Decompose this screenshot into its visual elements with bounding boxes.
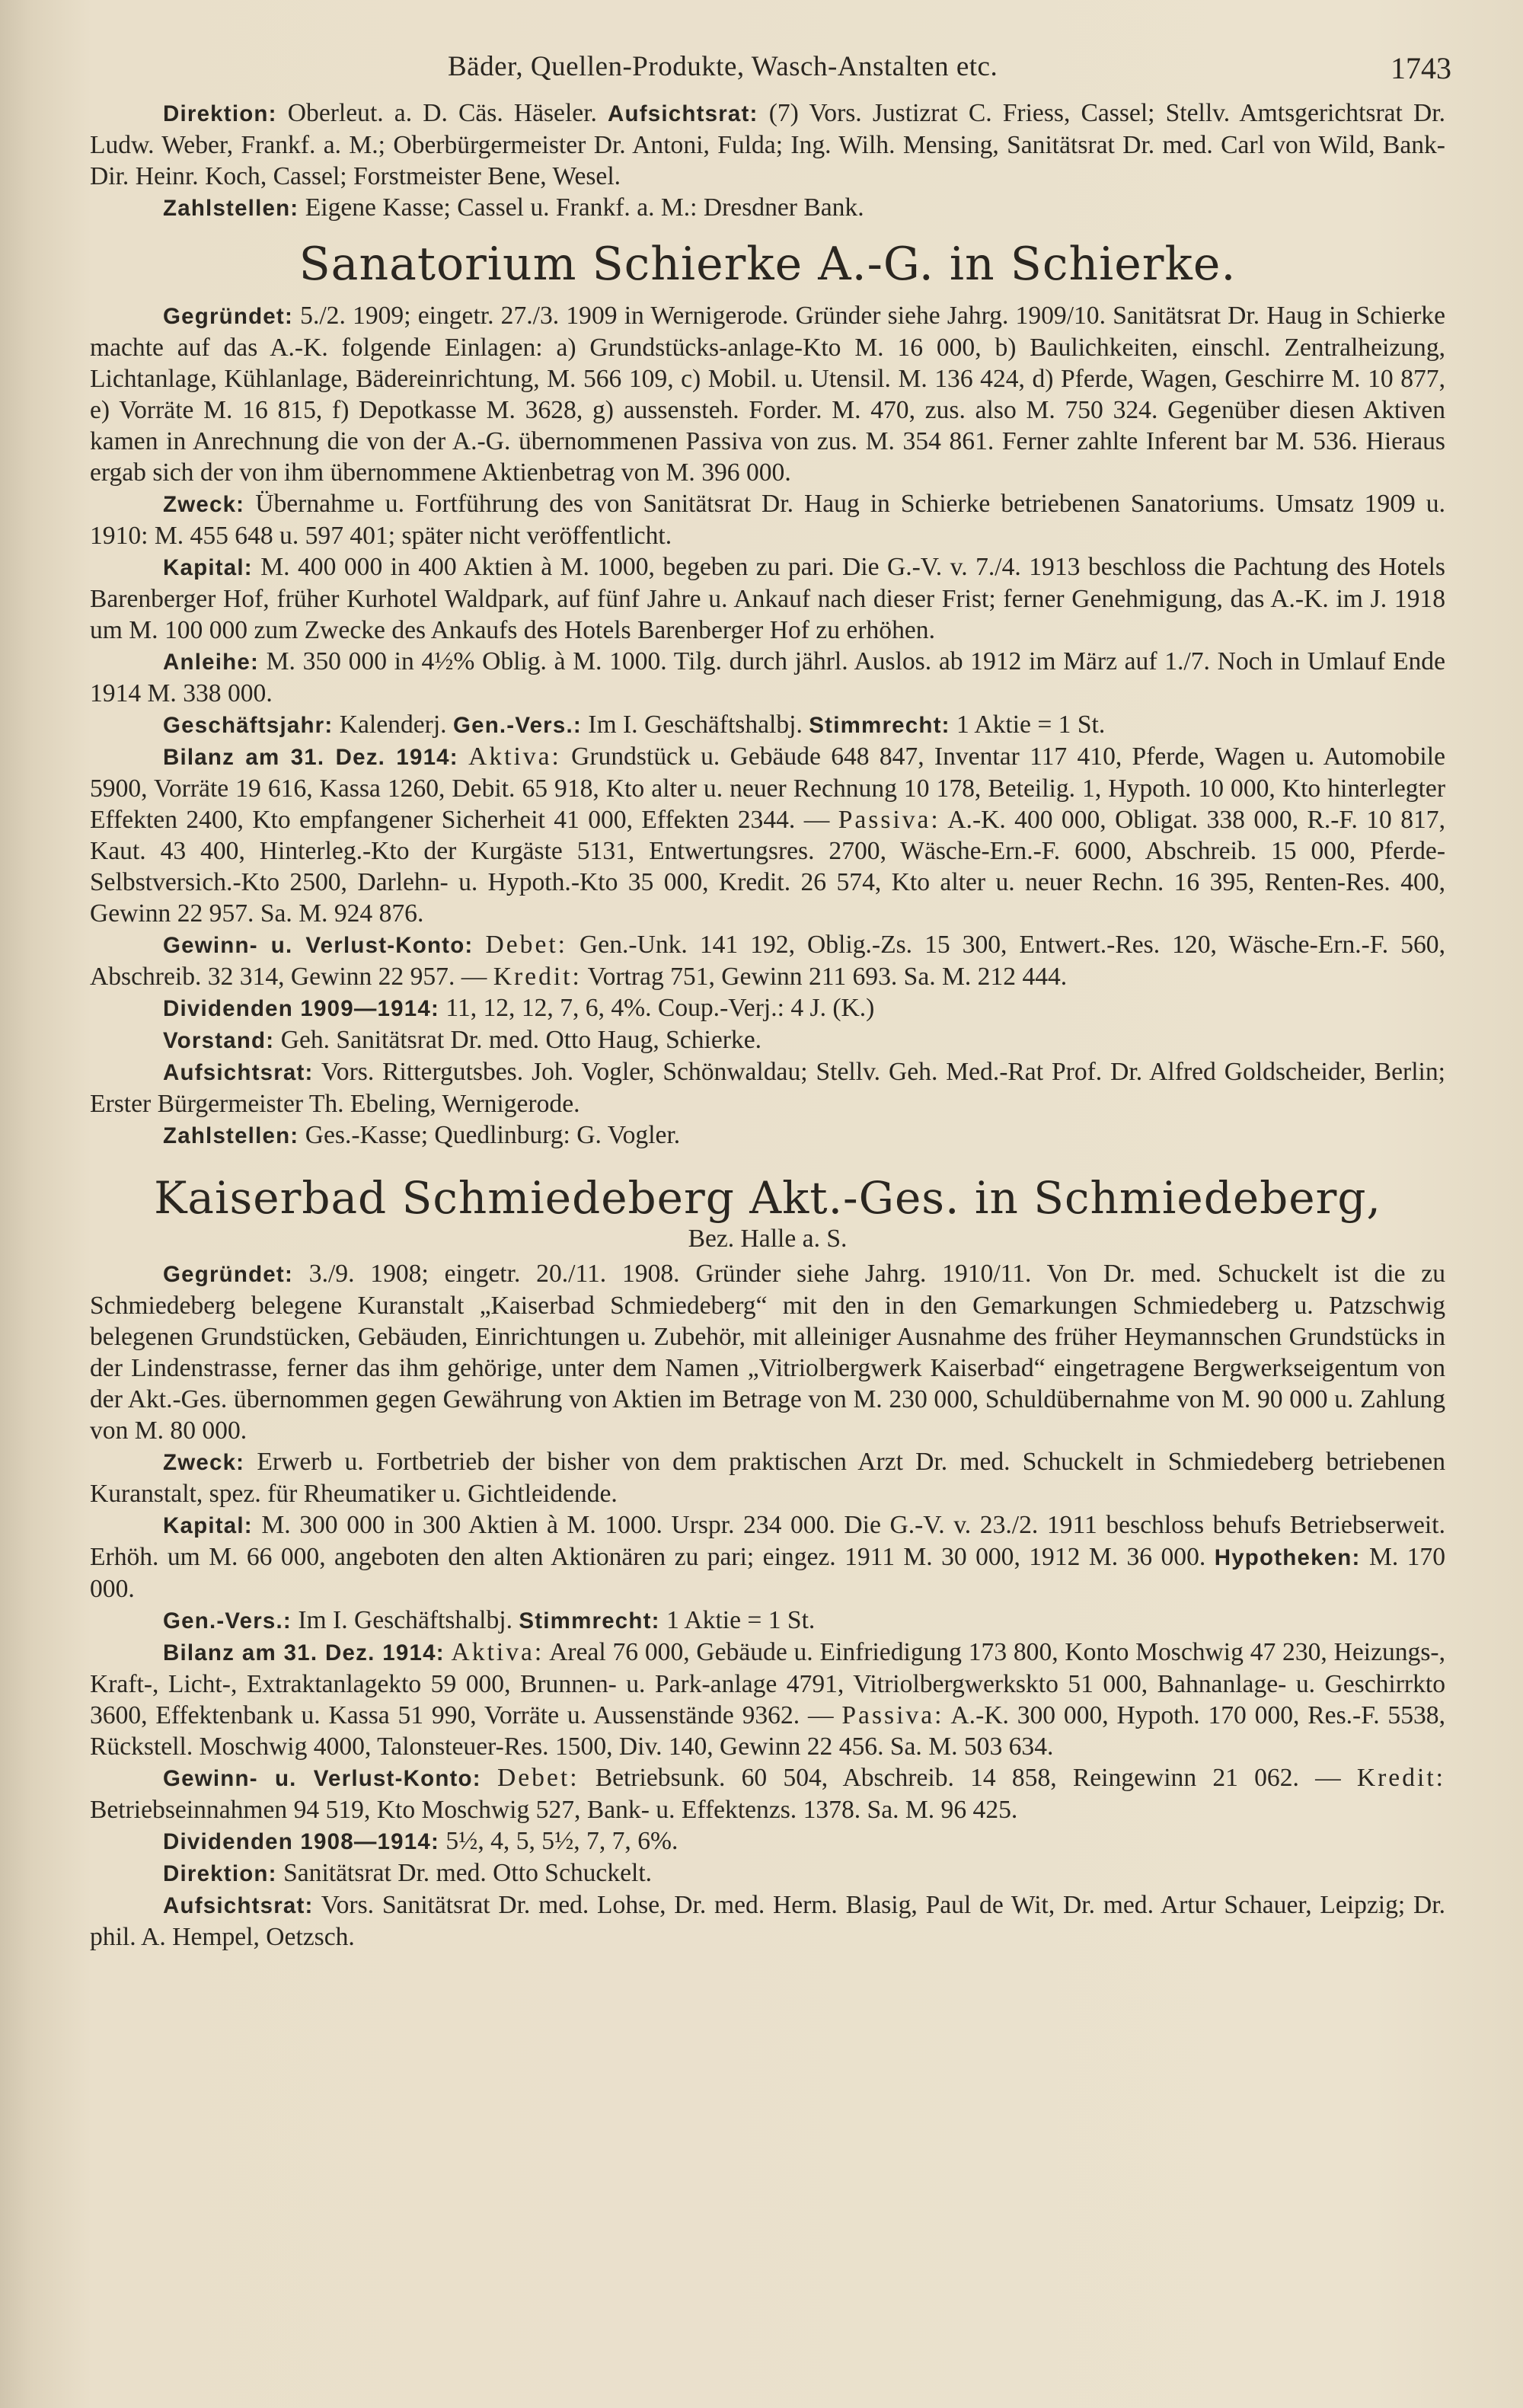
zweck-label: Zweck:: [163, 1450, 245, 1475]
geschaeftsjahr-paragraph: [90, 709, 1445, 741]
aufsichtsrat-label: Aufsichtsrat:: [163, 1893, 314, 1918]
geschaeftsjahr-text: Kalenderj.: [333, 711, 453, 739]
genvers-paragraph: [90, 1605, 1445, 1637]
dividenden-paragraph: [90, 992, 1445, 1024]
genvers-label: Gen.-Vers.:: [163, 1608, 292, 1634]
direktion-paragraph: [90, 97, 1445, 192]
direktion-label: Direktion:: [163, 1861, 277, 1886]
guv-kredit: Vortrag 751, Gewinn 211 693. Sa. M. 212 444.: [581, 963, 1068, 991]
direktion-text: Sanitätsrat Dr. med. Otto Schuckelt.: [276, 1859, 653, 1887]
bilanz-aktiva: Grundstück u. Gebäude 648 847, Inventar 117 410, Pferde, Wagen u. Automobile 5900, Vorräte 19 616, Kassa 1260, Debit. 65 918, Kto alter u. neuer Rechnung 10 178, Beteilig. 1, Hypoth. 10 000, Kto hinterlegter Effekten 2400, Kto empfangener Sicherheit 41 000, Effekten 2344. —: [90, 743, 1445, 834]
dividenden-text: 5½, 4, 5, 5½, 7, 7, 6%.: [439, 1827, 678, 1855]
stimmrecht-label: Stimmrecht:: [809, 713, 950, 738]
direktion-paragraph: [90, 1857, 1445, 1889]
zahlstellen-label: Zahlstellen:: [163, 1123, 299, 1148]
company-location: Bez. Halle a. S.: [688, 1225, 848, 1253]
vorstand-label: Vorstand:: [163, 1028, 275, 1053]
dividenden-paragraph: [90, 1825, 1445, 1857]
aufsichtsrat-label: Aufsichtsrat:: [163, 1060, 314, 1085]
page-number: 1743: [1390, 51, 1451, 85]
bilanz-passiva: A.-K. 300 000, Hypoth. 170 000, Res.-F. 5538, Rückstell. Moschwig 4000, Talonsteuer-Res. 1500, Div. 140, Gewinn 22 456. Sa. M. 503 634.: [90, 1701, 1445, 1761]
zahlstellen-paragraph: [90, 192, 1445, 224]
bilanz-passiva: A.-K. 400 000, Obligat. 338 000, R.-F. 10 817, Kaut. 43 400, Hinterleg.-Kto der Kurgäste 5131, Entwertungsres. 2700, Wäsche-Ern.-F. 6000, Abschreib. 15 000, Pferde-Selbstversich.-Kto 2500, Darlehn- u. Hypoth.-Kto 35 000, Kredit. 26 574, Kto alter u. neuer Rechn. 16 395, Renten-Res. 400, Gewinn 22 957. Sa. M. 924 876.: [90, 806, 1445, 928]
aufsichtsrat-text: Vors. Sanitätsrat Dr. med. Lohse, Dr. med. Herm. Blasig, Paul de Wit, Dr. med. Artur Schauer, Leipzig; Dr. phil. A. Hempel, Oetzsch.: [90, 1891, 1445, 1951]
hypotheken-label: Hypotheken:: [1214, 1545, 1361, 1570]
bilanz-paragraph: [90, 741, 1445, 929]
aufsichtsrat-label: Aufsichtsrat:: [608, 101, 758, 126]
anleihe-paragraph: [90, 646, 1445, 709]
gegruendet-text: 5./2. 1909; eingetr. 27./3. 1909 in Wernigerode. Gründer siehe Jahrg. 1909/10. Sanitätsrat Dr. Haug in Schierke machte auf das A.-K. folgende Einlagen: a) Grundstücks-anlage-Kto M. 16 000, b) Baulichkeiten, einschl. Zentralheizung, Lichtanlage, Kühlanlage, Bädereinrichtung, M. 566 109, c) Mobil. u. Utensil. M. 136 424, d) Pferde, Wagen, Geschirre M. 10 877, e) Vorräte M. 16 815, f) Depotkasse M. 3628, g) aussensteh. Forder. M. 470, zus. also M. 750 324. Gegenüber diesen Aktiven kamen in Anrechnung die von der A.-G. übernommenen Passiva von zus. M. 354 861. Ferner zahlte Inferent bar M. 536. Hieraus ergab sich der von ihm übernommene Aktienbetrag von M. 396 000.: [90, 302, 1445, 487]
genvers-label: Gen.-Vers.:: [452, 713, 582, 738]
guv-paragraph: [90, 929, 1445, 992]
kapital-text: M. 300 000 in 300 Aktien à M. 1000. Urspr. 234 000. Die G.-V. v. 23./2. 1911 beschloss behufs Betriebserweit. Erhöh. um M. 66 000, angeboten den alten Aktionären zu pari; eingez. 1911 M. 30 000, 1912 M. 36 000.: [90, 1511, 1445, 1571]
aufsichtsrat-text: (7) Vors. Justizrat C. Friess, Cassel; Stellv. Amtsgerichtsrat Dr. Ludw. Weber, Frankf. a. M.; Oberbürgermeister Dr. Antoni, Fulda; Ing. Wilh. Mensing, Sanitätsrat Dr. med. Carl von Wild, Bank-Dir. Heinr. Koch, Cassel; Forstmeister Bene, Wesel.: [90, 99, 1445, 190]
kapital-paragraph: [90, 551, 1445, 646]
zahlstellen-text: Ges.-Kasse; Quedlinburg: G. Vogler.: [299, 1121, 681, 1149]
dividenden-label: Dividenden 1909—1914:: [163, 996, 439, 1021]
anleihe-text: M. 350 000 in 4½% Oblig. à M. 1000. Tilg. durch jährl. Auslos. ab 1912 im März auf 1./7. Noch in Umlauf Ende 1914 M. 338 000.: [90, 647, 1445, 707]
passiva-word: Passiva:: [838, 806, 940, 834]
direktion-label: Direktion:: [163, 101, 277, 126]
debet-word: Debet:: [497, 1764, 580, 1792]
vorstand-paragraph: [90, 1024, 1445, 1056]
zahlstellen-label: Zahlstellen:: [163, 196, 299, 221]
vorstand-text: Geh. Sanitätsrat Dr. med. Otto Haug, Schierke.: [274, 1026, 762, 1054]
genvers-text: Im I. Geschäftshalbj.: [291, 1606, 519, 1634]
zahlstellen-text: Eigene Kasse; Cassel u. Frankf. a. M.: Dresdner Bank.: [299, 193, 864, 222]
gegruendet-paragraph: [90, 1258, 1445, 1446]
kapital-label: Kapital:: [163, 1513, 253, 1538]
aufsichtsrat-text: Vors. Rittergutsbes. Joh. Vogler, Schönwaldau; Stellv. Geh. Med.-Rat Prof. Dr. Alfred Goldscheider, Berlin; Erster Bürgermeister Th. Ebeling, Wernigerode.: [90, 1058, 1445, 1118]
guv-label: Gewinn- u. Verlust-Konto:: [163, 1766, 481, 1791]
direktion-text: Oberleut. a. D. Cäs. Häseler.: [276, 99, 608, 127]
zweck-label: Zweck:: [163, 492, 245, 517]
bilanz-aktiva: Areal 76 000, Gebäude u. Einfriedigung 173 800, Konto Moschwig 47 230, Heizungs-, Kraft-, Licht-, Extraktanlagekto 59 000, Brunnen- u. Park-anlage 4791, Vitriolbergwerkskto 51 000, Bahnanlage- u. Geschirrkto 3600, Effektenbank u. Kassa 51 990, Vorräte u. Aussenstände 9362. —: [90, 1638, 1445, 1729]
zweck-text: Übernahme u. Fortführung des von Sanitätsrat Dr. Haug in Schierke betriebenen Sanatoriums. Umsatz 1909 u. 1910: M. 455 648 u. 597 401; später nicht veröffentlicht.: [90, 490, 1445, 550]
page: [90, 44, 1451, 1953]
company-title: Kaiserbad Schmiedeberg Akt.-Ges. in Schmiedeberg,: [154, 1172, 1381, 1224]
dividenden-text: 11, 12, 12, 7, 6, 4%. Coup.-Verj.: 4 J. (K.): [439, 994, 875, 1022]
aktiva-word: Aktiva:: [451, 1638, 544, 1666]
company-title: Sanatorium Schierke A.-G. in Schierke.: [299, 238, 1237, 291]
running-title: Bäder, Quellen-Produkte, Wasch-Anstalten etc.: [448, 51, 998, 82]
genvers-text: Im I. Geschäftshalbj.: [581, 711, 809, 739]
guv-debet: Gen.-Unk. 141 192, Oblig.-Zs. 15 300, Entwert.-Res. 120, Wäsche-Ern.-F. 560, Abschreib. 32 314, Gewinn 22 957. —: [90, 931, 1445, 991]
stimmrecht-label: Stimmrecht:: [519, 1608, 660, 1634]
running-header: [90, 44, 1451, 97]
dividenden-label: Dividenden 1908—1914:: [163, 1829, 439, 1854]
zahlstellen-paragraph: [90, 1119, 1445, 1151]
gegruendet-paragraph: [90, 300, 1445, 488]
gegruendet-text: 3./9. 1908; eingetr. 20./11. 1908. Gründer siehe Jahrg. 1910/11. Von Dr. med. Schuckelt ist die zu Schmiedeberg belegene Kuranstalt „Kaiserbad Schmiedeberg“ mit den in den Gemarkungen Schmiedeberg u. Patzschwig belegenen Grundstücken, Gebäuden, Einrichtungen u. Zubehör, mit alleiniger Ausnahme des früher Heymannschen Grundstücks in der Lindenstrasse, ferner das ihm gehörige, unter dem Namen „Vitriolbergwerk Kaiserbad“ eingetragene Bergwerkseigentum von der Akt.-Ges. übernommen gegen Gewährung von Aktien im Betrage von M. 230 000, Schuldübernahme von M. 90 000 u. Zahlung von M. 80 000.: [90, 1260, 1445, 1445]
aktiva-word: Aktiva:: [468, 743, 561, 771]
entry-kaiserbad-schmiedeberg: [90, 1173, 1445, 1953]
debet-word: Debet:: [485, 931, 568, 959]
aufsichtsrat-paragraph: [90, 1056, 1445, 1119]
stimmrecht-text: 1 Aktie = 1 St.: [950, 711, 1106, 739]
kredit-word: Kredit:: [493, 963, 582, 991]
kredit-word: Kredit:: [1356, 1764, 1445, 1792]
gegruendet-label: Gegründet:: [163, 304, 293, 329]
zweck-paragraph: [90, 488, 1445, 551]
gegruendet-label: Gegründet:: [163, 1262, 293, 1287]
aufsichtsrat-paragraph: [90, 1889, 1445, 1953]
kapital-text: M. 400 000 in 400 Aktien à M. 1000, begeben zu pari. Die G.-V. v. 7./4. 1913 beschloss die Pachtung des Hotels Barenberger Hof, früher Kurhotel Waldpark, auf fünf Jahre u. Ankauf nach dieser Frist; ferner Genehmigung, das A.-K. im J. 1918 um M. 100 000 zum Zwecke des Ankaufs des Hotels Barenberger Hof zu erhöhen.: [90, 553, 1445, 644]
guv-label: Gewinn- u. Verlust-Konto:: [163, 933, 474, 958]
zweck-text: Erwerb u. Fortbetrieb der bisher von dem praktischen Arzt Dr. med. Schuckelt in Schmiedeberg betriebenen Kuranstalt, spez. für Rheumatiker u. Gichtleidende.: [90, 1448, 1445, 1508]
guv-paragraph: [90, 1762, 1445, 1825]
kapital-paragraph: [90, 1509, 1445, 1605]
entry-sanatorium-schierke: [90, 238, 1445, 1151]
bilanz-paragraph: [90, 1637, 1445, 1762]
stimmrecht-text: 1 Aktie = 1 St.: [659, 1606, 816, 1634]
bilanz-label: Bilanz am 31. Dez. 1914:: [163, 1640, 445, 1665]
hypotheken-text: M. 170 000.: [90, 1543, 1445, 1603]
guv-debet: Betriebsunk. 60 504, Abschreib. 14 858, Reingewinn 21 062. —: [579, 1764, 1357, 1792]
passiva-word: Passiva:: [841, 1701, 944, 1729]
geschaeftsjahr-label: Geschäftsjahr:: [163, 713, 334, 738]
guv-kredit: Betriebseinnahmen 94 519, Kto Moschwig 527, Bank- u. Effektenzs. 1378. Sa. M. 96 425.: [90, 1796, 1018, 1824]
bilanz-label: Bilanz am 31. Dez. 1914:: [163, 745, 458, 770]
kapital-label: Kapital:: [163, 555, 253, 580]
zweck-paragraph: [90, 1446, 1445, 1509]
anleihe-label: Anleihe:: [163, 650, 259, 675]
prev-entry-continuation: [90, 97, 1445, 224]
